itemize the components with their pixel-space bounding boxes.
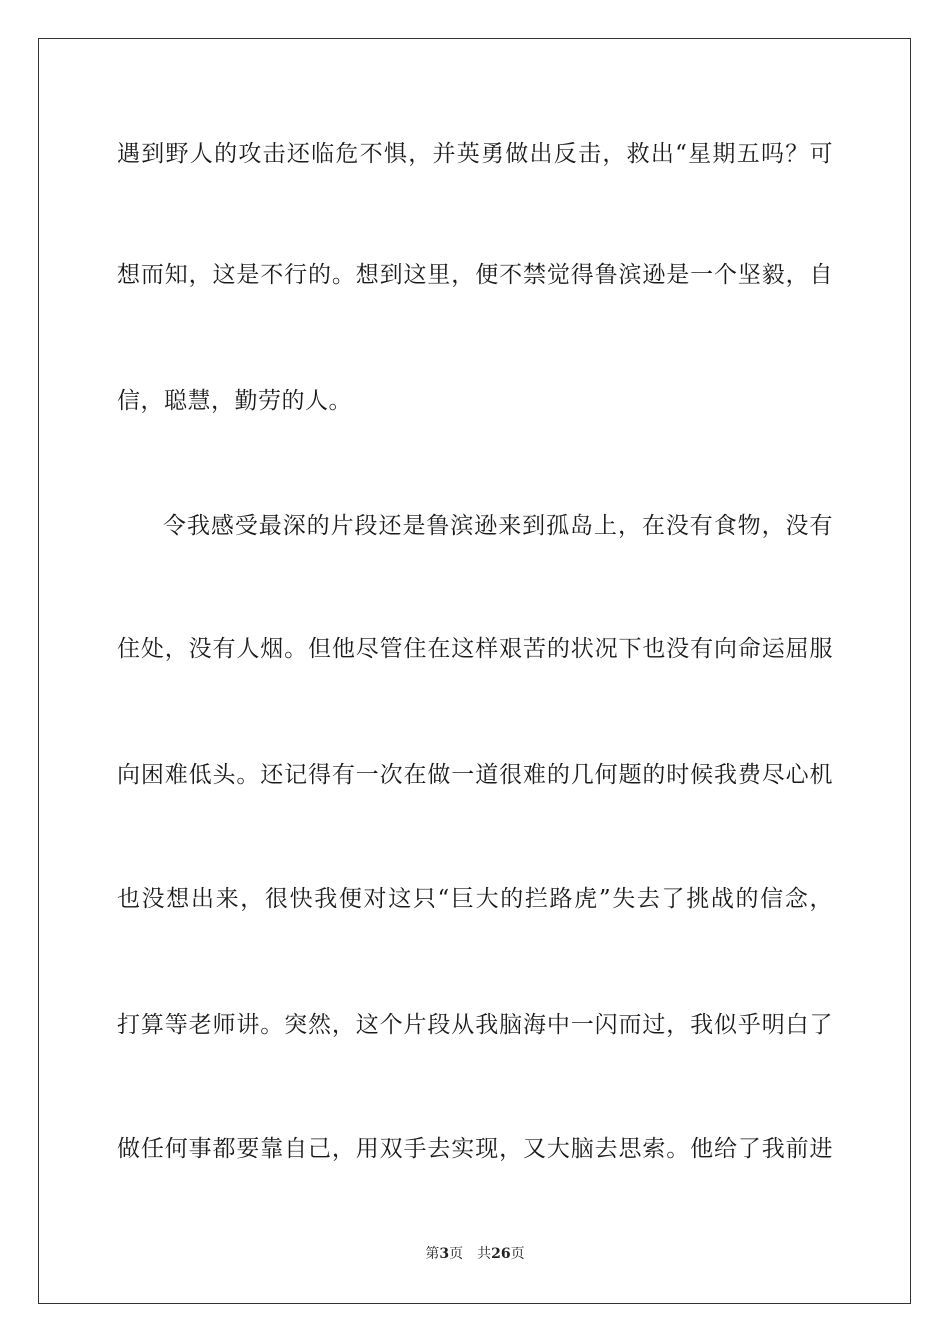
total-prefix: 共: [477, 1246, 492, 1262]
body-text-line-8: 打算等老师讲。突然，这个片段从我脑海中一闪而过，我似乎明白了: [117, 1012, 833, 1038]
body-text-line-5: 住处，没有人烟。但他尽管住在这样艰苦的状况下也没有向命运屈服: [117, 636, 833, 662]
body-text-line-9: 做任何事都要靠自己，用双手去实现，又大脑去思索。他给了我前进: [117, 1136, 833, 1162]
total-suffix: 页: [510, 1246, 525, 1262]
paragraph-start-line: 令我感受最深的片段还是鲁滨逊来到孤岛上，在没有食物，没有: [163, 513, 833, 539]
page-border: [38, 38, 911, 1304]
body-text-line-7: 也没想出来，很快我便对这只“巨大的拦路虎”失去了挑战的信念，: [117, 886, 833, 912]
body-text-line-6: 向困难低头。还记得有一次在做一道很难的几何题的时候我费尽心机: [117, 762, 833, 788]
body-text-line-3: 信，聪慧，勤劳的人。: [117, 388, 352, 414]
body-text-line-1: 遇到野人的攻击还临危不惧，并英勇做出反击，救出“星期五吗？可: [117, 141, 833, 167]
body-text-line-2: 想而知，这是不行的。想到这里，便不禁觉得鲁滨逊是一个坚毅，自: [117, 262, 833, 288]
page-number: 3: [439, 1246, 450, 1262]
page-suffix: 页: [449, 1246, 464, 1262]
total-pages: 26: [491, 1246, 511, 1262]
page-prefix: 第: [425, 1246, 440, 1262]
page-footer: [0, 1245, 950, 1263]
